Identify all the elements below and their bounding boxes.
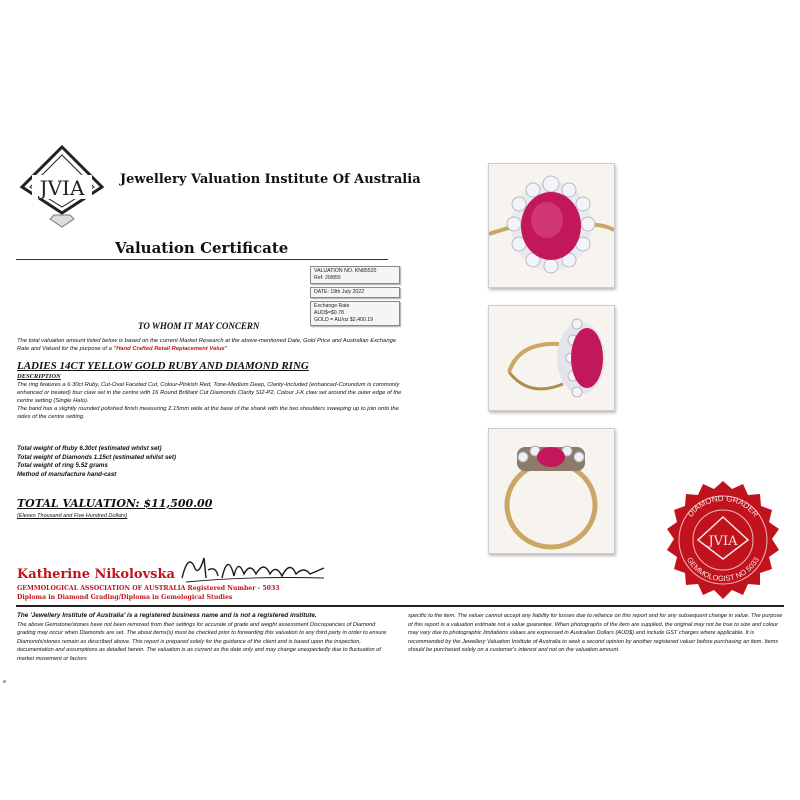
ruby-weight: Total weight of Ruby 6.30ct (estimated whilst set) bbox=[17, 445, 162, 452]
weights-list bbox=[17, 445, 176, 479]
disclaimer-lead: The 'Jewellery Institute of Australia' is a registered business name and is not a registered institute. bbox=[17, 612, 317, 619]
manufacture-method: Method of manufacture hand-cast bbox=[17, 470, 117, 478]
scan-dot bbox=[3, 680, 6, 683]
ring-photo-top bbox=[488, 163, 615, 288]
to-whom-heading: TO WHOM IT MAY CONCERN bbox=[138, 321, 260, 331]
description-paragraph-2: The band has a slightly rounded polished finish measuring 2.15mm wide at the base of the shank with the two shoulders sweeping up to join onto the sides of the centre setting. bbox=[17, 406, 399, 420]
gold-rate: GOLD = AU/oz $2,400.19 bbox=[314, 317, 373, 323]
exchange-rate-label: Exchange Rate bbox=[314, 303, 350, 309]
aud-rate: AUD$=$0.78 bbox=[314, 310, 344, 316]
intro-paragraph bbox=[17, 337, 402, 353]
title-divider bbox=[16, 259, 388, 260]
handwritten-signature bbox=[178, 548, 328, 588]
valuation-ref: Ref: 20/855 bbox=[314, 275, 341, 281]
seal-top-text: DIAMOND GRADER bbox=[685, 493, 761, 519]
exchange-rate-cell bbox=[310, 301, 400, 326]
disclaimer-right-text: specific to the item. The valuer cannot accept any liability for losses due to reliance on this report and for any subsequent change in value. The purpose of this report is a valuation estimate not a value guarantee. When photographs of the item are supplied, the original may not be true to size and colour may vary due to photographic limitations values are expressed in Australian Dollars (AUD$) and include GST charges where applicable. It is recommended by the Jewellery Valuation Institute of Australia to seek a second opinion by another registered valuer before purchasing an item. Items should be purchased solely on a customer's interest and not on the valuation amount. bbox=[408, 613, 783, 654]
valuation-purpose: "Hand Crafted Retail Replacement Value" bbox=[113, 346, 228, 352]
ring-photo-side bbox=[488, 305, 615, 411]
certificate-title: Valuation Certificate bbox=[115, 239, 289, 257]
valuation-number: VALUATION NO. KN85520 bbox=[314, 268, 377, 274]
ring-back-view-icon bbox=[489, 429, 614, 553]
org-name: Jewellery Valuation Institute Of Australia bbox=[120, 172, 421, 187]
valuation-info-box bbox=[310, 266, 400, 329]
diamond-weight: Total weight of Diamonds 1.15ct (estimated whilst set) bbox=[17, 453, 176, 461]
disclaimer-left-text: The above Gemstone/stones have not been removed from their settings for accurate of grade and weight assessment Discrepancies of Diamond grading may occur when Diamonds are set. The about items(s) must be checked prior to forwarding this valuation to any third party in order to ensure Diamonds/stones remain as described above. This report is prepared solely for the guidance of the client and is based upon the inspection, documentation and assumptions as detailed herein. The valuation is as current as the date only and may change unexpectedly due to fluctuation of market movement or factors bbox=[17, 621, 387, 662]
ring-photo-back bbox=[488, 428, 615, 554]
total-valuation-words: (Eleven Thousand and Five Hundred Dollars) bbox=[17, 513, 128, 519]
seal-center-text: JVIA bbox=[708, 534, 738, 549]
seal-bottom-text: GEMMOLOGIST NO 5033 bbox=[684, 555, 762, 584]
ring-weight: Total weight of ring 5.52 grams bbox=[17, 462, 108, 469]
ring-top-view-icon bbox=[489, 164, 614, 287]
ring-side-view-icon bbox=[489, 306, 614, 410]
disclaimer-right-column bbox=[408, 612, 786, 655]
item-title: LADIES 14CT YELLOW GOLD RUBY AND DIAMOND RING bbox=[17, 360, 309, 372]
diamond-icon bbox=[50, 215, 74, 227]
signer-registration: GEMMOLOGICAL ASSOCIATION OF AUSTRALIA Registered Number - 5033 bbox=[17, 585, 280, 592]
description-label: DESCRIPTION bbox=[17, 373, 61, 380]
diamond-grader-seal bbox=[662, 479, 784, 601]
signer-credentials bbox=[17, 585, 280, 602]
disclaimer-divider bbox=[16, 605, 784, 607]
disclaimer-left-column bbox=[17, 612, 395, 664]
logo-text: JVIA bbox=[39, 176, 85, 200]
valuation-number-cell bbox=[310, 266, 400, 284]
jvia-logo bbox=[18, 143, 106, 231]
signer-diplomas: Diploma in Diamond Grading/Diploma in Gemological Studies bbox=[17, 593, 233, 601]
valuation-date: DATE: 19th July 2022 bbox=[314, 289, 365, 295]
total-valuation: TOTAL VALUATION: $11,500.00 bbox=[17, 497, 213, 510]
valuation-date-cell bbox=[310, 287, 400, 298]
description-paragraph-1: The ring features a 6.30ct Ruby, Cut-Oval Faceted Cut, Colour-Pinkish Red, Tone-Medium Deep, Clarity-Included (enhanced-Corundum is commonly enhanced or treated) four claw set in the centre with 16 Round Brilliant Cut Diamonds Clarity SI2-P2, Colour J-K claw set around the outer edge of the centre setting (Single Halo). bbox=[17, 382, 402, 404]
intro-text: The total valuation amount listed below is based on the current Market Research at the above-mentioned Date, Gold Price and Australian Exchange Rate and Valued for the purpose of a bbox=[17, 338, 397, 352]
signer-name: Katherine Nikolovska bbox=[17, 567, 175, 582]
item-description bbox=[17, 381, 402, 421]
